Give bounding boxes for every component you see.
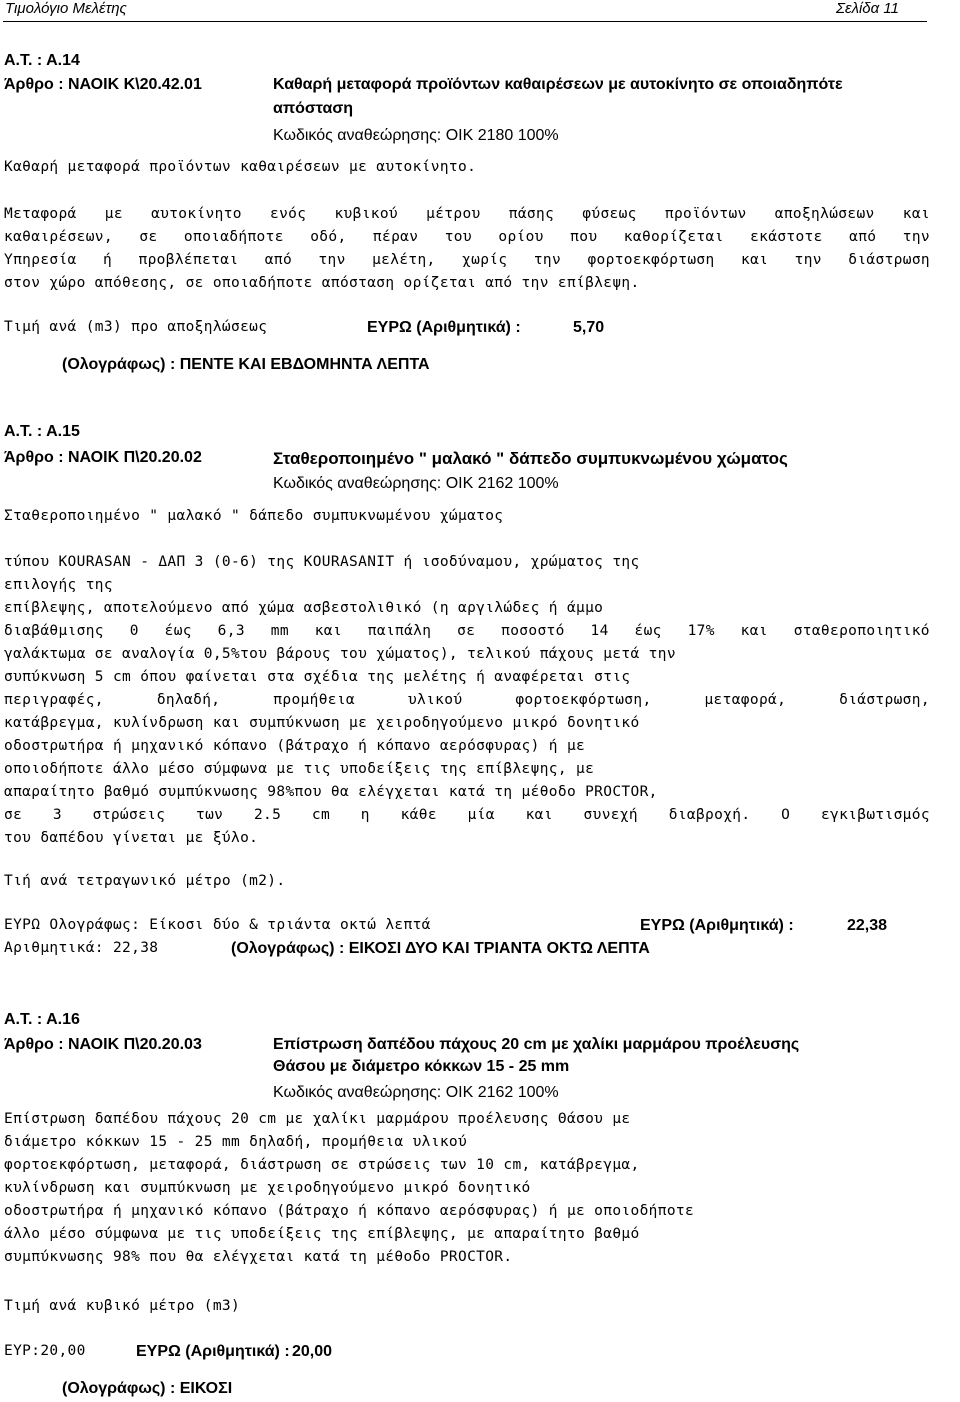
item-price-numeric: 20,00 (292, 1343, 333, 1360)
description-line: Υπηρεσία ή προβλέπεται από την μελέτη, χωρίς την φορτοεκφόρτωση και την διάστρωση (4, 252, 930, 268)
item-unit-text: Τιμή ανά κυβικό μέτρο (m3) (4, 1298, 241, 1314)
item-title-line-1: Επίστρωση δαπέδου πάχους 20 cm με χαλίκι μαρμάρου προέλευσης (273, 1036, 800, 1053)
item-price-numeric-label: ΕΥΡΩ (Αριθμητικά) : (640, 917, 794, 934)
description-line: διάμετρο κόκκων 15 - 25 mm δηλαδή, προμήθεια υλικού (4, 1134, 468, 1150)
item-article-label: Άρθρο : ΝΑΟΙΚ Π\20.20.03 (4, 1036, 202, 1053)
page-header (0, 0, 930, 20)
description-line: Επίστρωση δαπέδου πάχους 20 cm με χαλίκι μαρμάρου προέλευσης Θάσου με (4, 1111, 631, 1127)
item-at-label: Α.Τ. : Α.15 (4, 423, 80, 440)
item-at-label: Α.Τ. : Α.14 (4, 52, 80, 69)
description-line: απαραίτητο βαθμό συμπύκνωσης 98%που θα ελέγχεται κατά τη μέθοδο PROCTOR, (4, 784, 658, 800)
description-line: Μεταφορά με αυτοκίνητο ενός κυβικού μέτρου πάσης φύσεως προϊόντων αποξηλώσεων και (4, 206, 930, 222)
description-line: οδοστρωτήρα ή μηχανικό κόπανο (βάτραχο ή κόπανο αερόσφυρας) ή με οποιοδήποτε (4, 1203, 695, 1219)
item-article-label: Άρθρο : ΝΑΟΙΚ Π\20.20.02 (4, 449, 202, 466)
item-price-mono: ΕΥΡ:20,00 (4, 1343, 86, 1359)
header-rule (3, 21, 927, 22)
description-line: κατάβρεγμα, κυλίνδρωση και συμπύκνωση με χειροδηγούμενο μικρό δονητικό (4, 715, 640, 731)
item-price-words: (Ολογράφως) : ΕΙΚΟΣΙ ΔΥΟ ΚΑΙ ΤΡΙΑΝΤΑ ΟΚΤΩ ΛΕΠΤΑ (231, 940, 650, 957)
description-line: διαβάθμισης 0 έως 6,3 mm και παιπάλη σε ποσοστό 14 έως 17% και σταθεροποιητικό (4, 623, 930, 639)
description-line: στον χώρο απόθεσης, σε οποιαδήποτε απόσταση ορίζεται από την επίβλεψη. (4, 275, 640, 291)
description-line: φορτοεκφόρτωση, μεταφορά, διάστρωση σε στρώσεις των 10 cm, κατάβρεγμα, (4, 1157, 640, 1173)
description-line: γαλάκτωμα σε αναλογία 0,5%του βάρους του χώματος), τελικού πάχους μετά την (4, 646, 676, 662)
description-line: περιγραφές, δηλαδή, προμήθεια υλικού φορτοεκφόρτωση, μεταφορά, διάστρωση, (4, 692, 930, 708)
item-price-words-mono: ΕΥΡΩ Ολογράφως: Είκοσι δύο & τριάντα οκτώ λεπτά (4, 917, 431, 933)
description-line: του δαπέδου γίνεται με ξύλο. (4, 830, 259, 846)
item-title-line-2: απόσταση (273, 100, 354, 117)
item-price-words: (Ολογράφως) : ΠΕΝΤΕ ΚΑΙ ΕΒΔΟΜΗΝΤΑ ΛΕΠΤΑ (62, 356, 430, 373)
item-description (4, 551, 930, 850)
description-line: επίβλεψης, αποτελούμενο από χώμα ασβεστολιθικό (η αργιλώδες ή άμμο (4, 600, 604, 616)
item-revision-code: Κωδικός αναθεώρησης: ΟΙΚ 2162 100% (273, 1084, 559, 1101)
description-line: συμπύκνωσης 98% που θα ελέγχεται κατά τη μέθοδο PROCTOR. (4, 1249, 513, 1265)
item-description (4, 1108, 930, 1269)
description-line: τύπου KOURASAN - ΔΑΠ 3 (0-6) της KOURASANIT ή ισοδύναμου, χρώματος της (4, 554, 640, 570)
description-line: κυλίνδρωση και συμπύκνωση με χειροδηγούμενο μικρό δονητικό (4, 1180, 531, 1196)
item-title-line-1: Καθαρή μεταφορά προϊόντων καθαιρέσεων με αυτοκίνητο σε οποιαδηπότε (273, 76, 843, 93)
description-line: άλλο μέσο σύμφωνα με τις υποδείξεις της επίβλεψης, με απαραίτητο βαθμό (4, 1226, 640, 1242)
item-price-numeric-mono: Αριθμητικά: 22,38 (4, 940, 159, 956)
page-number: Σελίδα 11 (836, 0, 899, 17)
item-price-numeric: 5,70 (573, 319, 605, 336)
item-article-label: Άρθρο : ΝΑΟΙΚ Κ\20.42.01 (4, 76, 202, 93)
description-line: επιλογής της (4, 577, 113, 593)
description-line: οδοστρωτήρα ή μηχανικό κόπανο (βάτραχο ή κόπανο αερόσφυρας) ή με (4, 738, 586, 754)
item-revision-code: Κωδικός αναθεώρησης: ΟΙΚ 2162 100% (273, 475, 559, 492)
item-short-description: Καθαρή μεταφορά προϊόντων καθαιρέσεων με αυτοκίνητο. (4, 159, 477, 175)
description-line: συπύκνωση 5 cm όπου φαίνεται στα σχέδια της μελέτης ή αναφέρεται στις (4, 669, 631, 685)
item-price-words: (Ολογράφως) : ΕΙΚΟΣΙ (62, 1380, 233, 1397)
item-revision-code: Κωδικός αναθεώρησης: ΟΙΚ 2180 100% (273, 127, 559, 144)
item-title-line-2: Θάσου με διάμετρο κόκκων 15 - 25 mm (273, 1058, 570, 1075)
item-price-numeric-label: ΕΥΡΩ (Αριθμητικά) : (367, 319, 521, 336)
item-price-numeric-label: ΕΥΡΩ (Αριθμητικά) : (136, 1343, 290, 1360)
item-short-description: Σταθεροποιημένο " μαλακό " δάπεδο συμπυκνωμένου χώματος (4, 508, 504, 524)
item-price-text: Τιμή ανά (m3) προ αποξηλώσεως (4, 319, 268, 335)
item-description (4, 203, 930, 295)
item-title-line-1: Σταθεροποιημένο " μαλακό " δάπεδο συμπυκνωμένου χώματος (273, 449, 788, 468)
description-line: καθαιρέσεων, σε οποιαδήποτε οδό, πέραν του ορίου που καθορίζεται εκάστοτε από την (4, 229, 930, 245)
item-at-label: Α.Τ. : Α.16 (4, 1011, 80, 1028)
description-line: σε 3 στρώσεις των 2.5 cm η κάθε μία και συνεχή διαβροχή. Ο εγκιβωτισμός (4, 807, 930, 823)
document-title: Τιμολόγιο Μελέτης (5, 0, 127, 17)
item-unit-text: Τιή ανά τετραγωνικό μέτρο (m2). (4, 873, 286, 889)
item-price-numeric: 22,38 (847, 917, 888, 934)
description-line: οποιοδήποτε άλλο μέσο σύμφωνα με τις υποδείξεις της επίβλεψης, με (4, 761, 595, 777)
